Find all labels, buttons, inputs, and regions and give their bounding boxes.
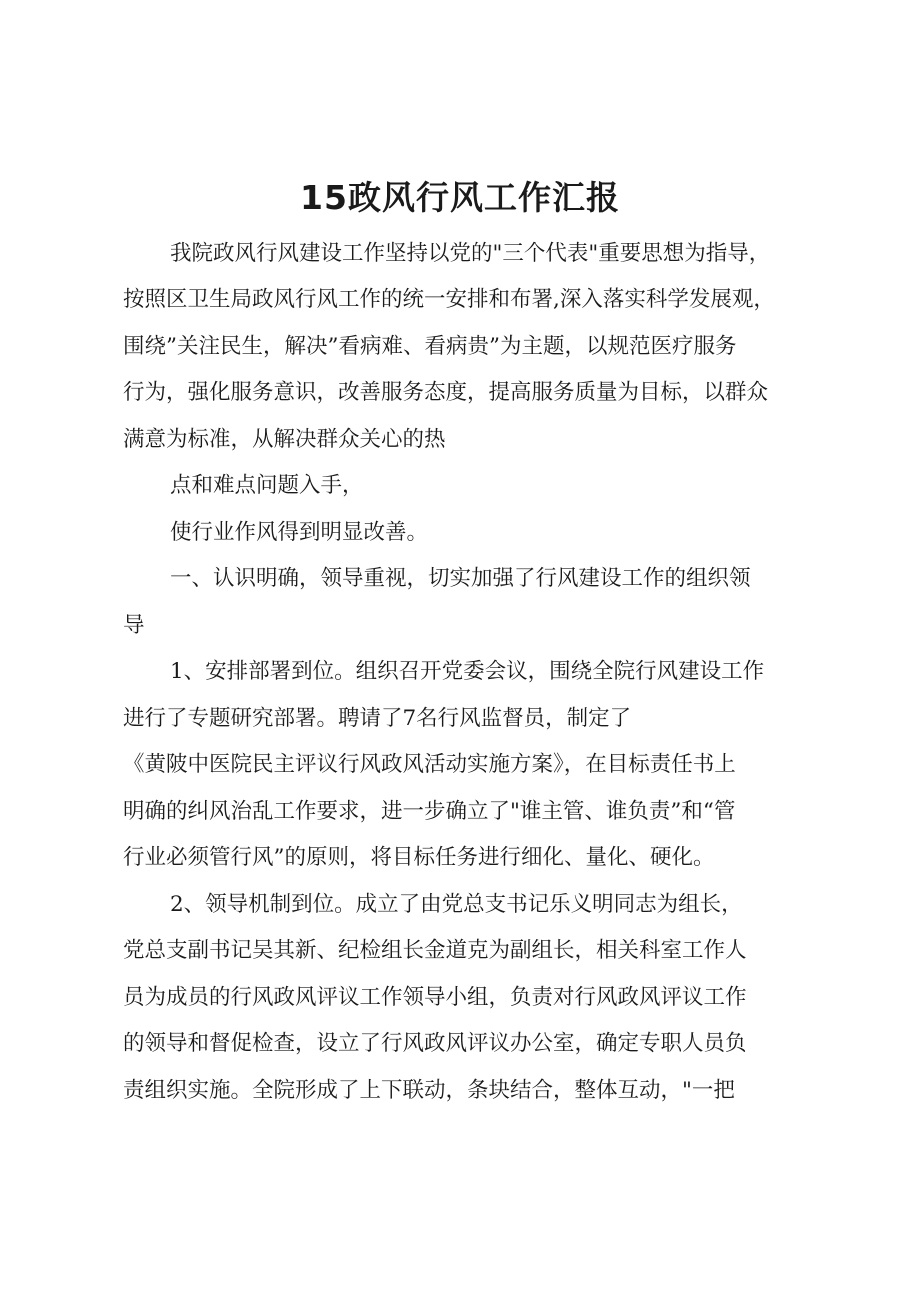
paragraph-line: 按照区卫生局政风行风工作的统一安排和布署,深入落实科学发展观， [123,287,775,312]
paragraph-line: 点和难点问题入手， [170,473,364,498]
paragraph-line: 《黄陂中医院民主评议行风政风活动实施方案》，在目标责任书上 [123,752,736,777]
paragraph-line: 责组织实施。全院形成了上下联动，条块结合，整体互动，"一把 [123,1078,735,1103]
paragraph-line: 围绕”关注民生，解决”看病难、看病贵”为主题，以规范医疗服务 [123,334,737,359]
paragraph-line: 1、安排部署到位。组织召开党委会议，围绕全院行风建设工作 [170,659,765,684]
paragraph-line: 使行业作风得到明显改善。 [170,520,429,545]
paragraph-line: 员为成员的行风政风评议工作领导小组，负责对行风政风评议工作 [123,985,747,1010]
paragraph-line: 明确的纠风治乱工作要求，进一步确立了"谁主管、谁负责”和“管 [123,799,736,824]
paragraph-line: 行业必须管行风”的原则，将目标任务进行细化、量化、硬化。 [123,845,715,870]
paragraph-line: 满意为标准，从解决群众关心的热 [123,427,446,452]
section-heading: 一、认识明确，领导重视，切实加强了行风建设工作的组织领 [170,566,751,591]
document-title: 15政风行风工作汇报 [300,178,620,217]
paragraph-line: 的领导和督促检查，设立了行风政风评议办公室，确定专职人员负 [123,1031,747,1056]
section-heading: 导 [123,613,145,638]
paragraph-line: 行为，强化服务意识，改善服务态度，提高服务质量为目标，以群众 [123,380,769,405]
paragraph-line: 2、领导机制到位。成立了由党总支书记乐义明同志为组长， [170,892,743,917]
paragraph-line: 进行了专题研究部署。聘请了7名行风监督员，制定了 [123,706,632,731]
paragraph-line: 党总支副书记吴其新、纪检组长金道克为副组长，相关科室工作人 [123,938,747,963]
paragraph-line: 我院政风行风建设工作坚持以党的"三个代表"重要思想为指导， [170,241,771,266]
